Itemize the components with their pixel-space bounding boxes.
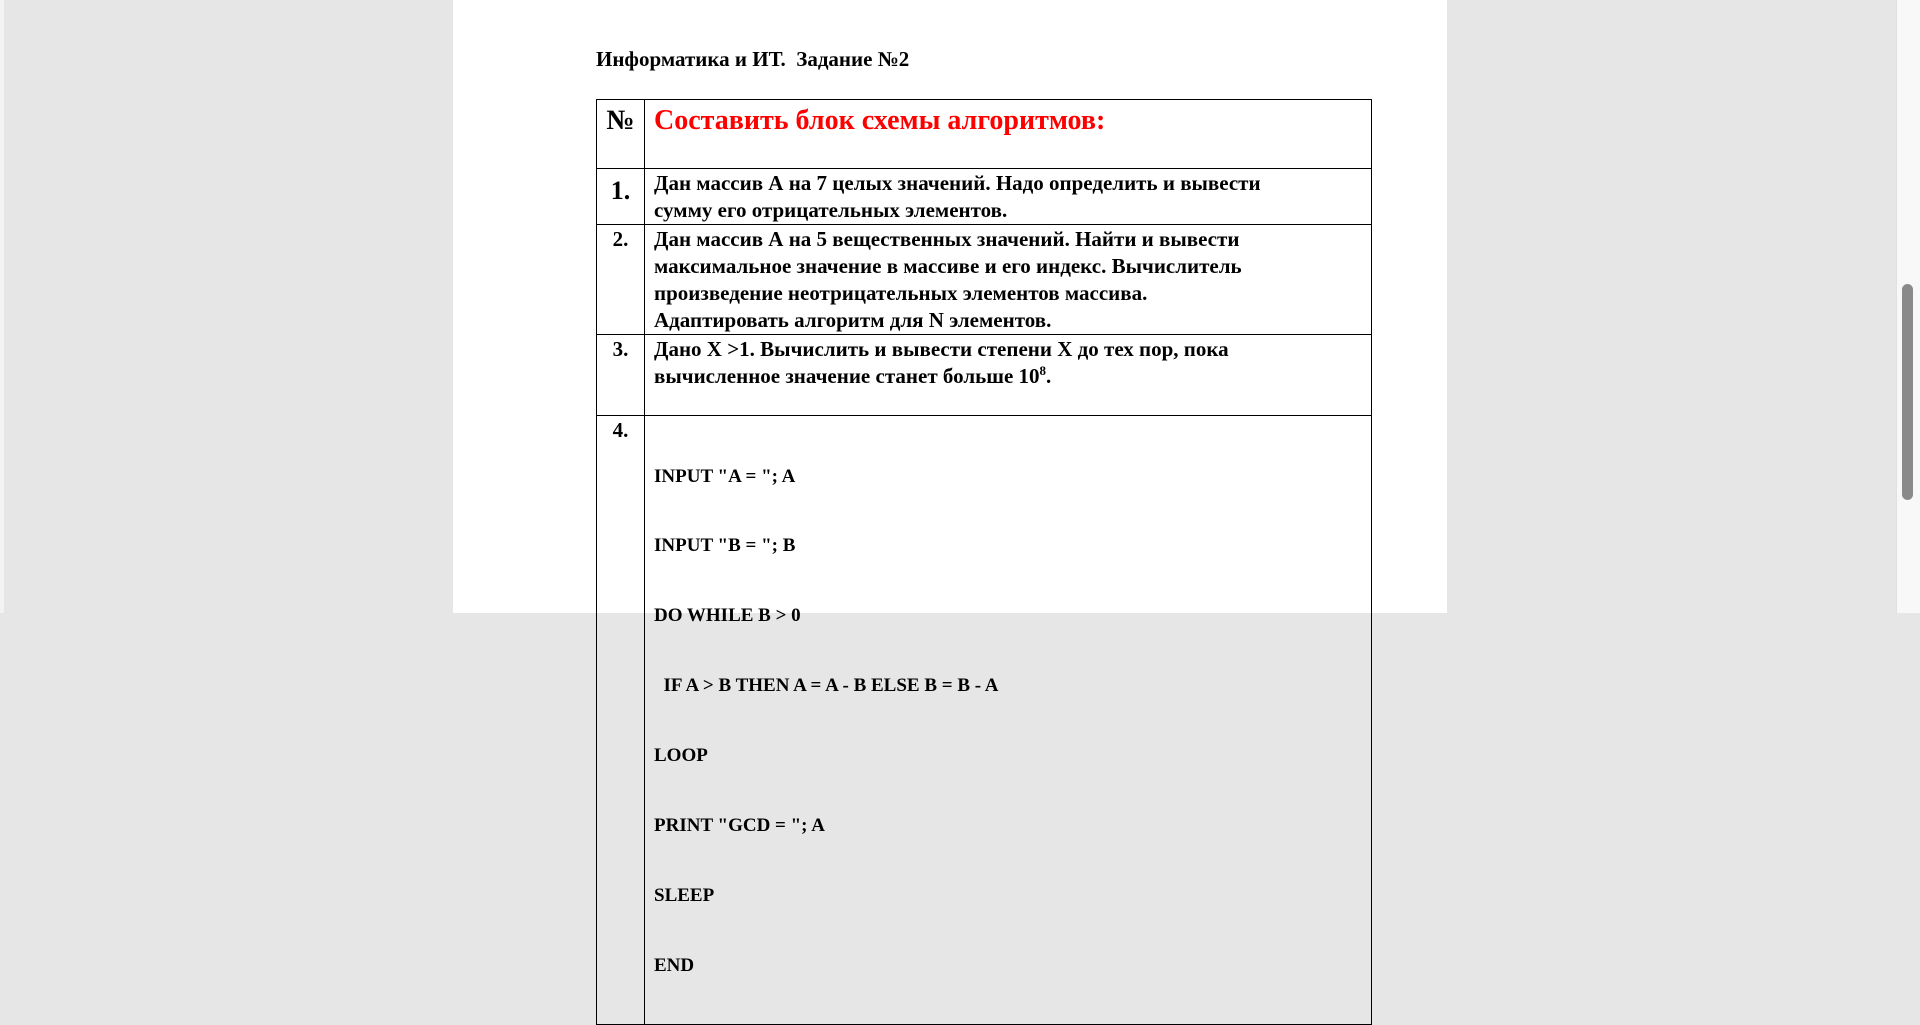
task-text-cell	[645, 225, 1372, 335]
code-listing	[654, 416, 1363, 1024]
task-text-line-1: Дано X >1. Вычислить и вывести степени X до тех пор, пока	[654, 337, 1229, 361]
code-cell	[645, 416, 1372, 1025]
task-number: 2.	[612, 227, 629, 251]
table-heading: Составить блок схемы алгоритмов:	[654, 105, 1106, 136]
vertical-scrollbar[interactable]	[1896, 0, 1920, 613]
document-page	[453, 0, 1447, 976]
number-sign-label: №	[606, 105, 635, 136]
task-number-cell	[597, 416, 645, 1025]
task-number: 3.	[612, 337, 629, 361]
task-number: 4.	[612, 418, 629, 442]
power-exponent: 8	[1039, 363, 1047, 378]
heading-cell	[645, 100, 1372, 169]
table-row	[597, 335, 1372, 416]
document-title: Информатика и ИТ. Задание №2	[596, 47, 910, 71]
code-line: DO WHILE B > 0	[654, 605, 801, 627]
number-column-header	[597, 100, 645, 169]
task-text: Дан массив А на 5 вещественных значений. Найти и вывести максимальное значение в массиве и его индекс. Вычислитель произведение неотрицательных элементов массива. Адаптировать алгоритм для N элементов.	[654, 227, 1242, 332]
task-text-cell	[645, 335, 1372, 416]
task-number-cell	[597, 335, 645, 416]
task-number-cell	[597, 225, 645, 335]
task-number: 1.	[610, 176, 631, 205]
code-line: PRINT "GCD = "; A	[654, 815, 825, 837]
table-row	[597, 416, 1372, 1025]
code-line: INPUT "B = "; B	[654, 535, 796, 557]
code-line: END	[654, 954, 695, 976]
code-line: IF A > B THEN A = A - B ELSE B = B - A	[654, 675, 999, 697]
code-line: LOOP	[654, 745, 708, 767]
task-text: Дан массив А на 7 целых значений. Надо определить и вывести сумму его отрицательных элементов.	[654, 171, 1261, 222]
tasks-table	[596, 99, 1372, 1025]
table-row	[597, 225, 1372, 335]
code-line: SLEEP	[654, 884, 715, 906]
viewer-left-edge	[0, 0, 4, 613]
task-text-cell	[645, 169, 1372, 225]
task-number-cell	[597, 169, 645, 225]
table-row	[597, 169, 1372, 225]
code-line: INPUT "A = "; A	[654, 465, 796, 487]
scrollbar-thumb[interactable]	[1902, 284, 1913, 500]
task-text-line-2: вычисленное значение станет больше 10	[654, 364, 1040, 388]
task-text	[654, 335, 1363, 390]
task-text-end: .	[1046, 364, 1052, 388]
table-header-row	[597, 100, 1372, 169]
